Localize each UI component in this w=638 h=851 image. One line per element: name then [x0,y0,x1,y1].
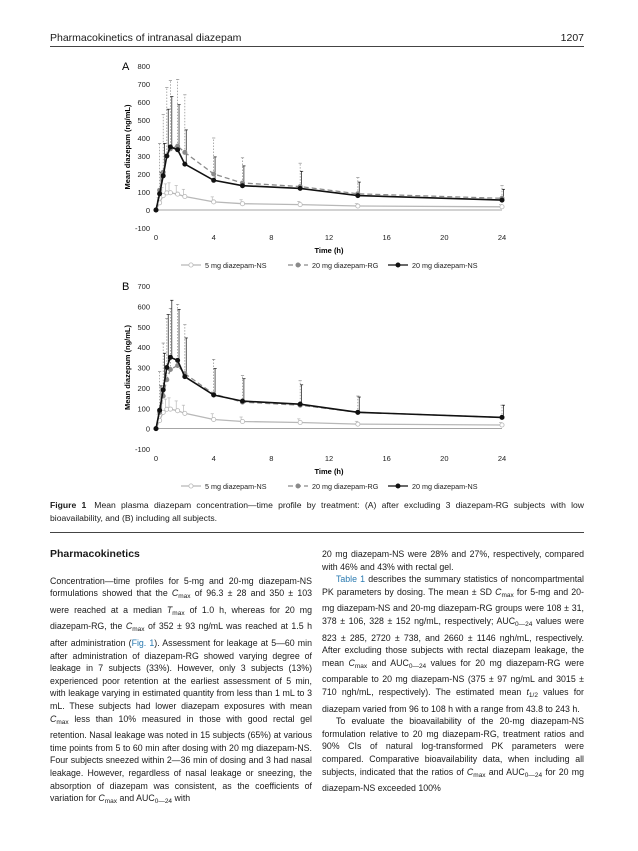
header-rule [50,46,584,47]
page-number: 1207 [560,32,584,44]
series-line [156,193,502,210]
journal-running-title: Pharmacokinetics of intranasal diazepam [50,32,242,44]
y-tick-label: 100 [137,188,150,197]
data-point [183,150,187,154]
y-tick-label: 700 [137,80,150,89]
section-heading: Pharmacokinetics [50,548,140,560]
data-point [212,393,216,397]
body-column-left [50,548,312,809]
figure-caption [50,499,584,525]
x-tick-label: 12 [324,454,334,463]
data-point [165,154,169,158]
y-tick-label: 0 [145,206,150,215]
y-axis-title: Mean diazepam (ng/mL) [123,324,132,411]
data-point [298,402,302,406]
data-point [212,417,216,421]
y-tick-label: 500 [137,322,150,332]
y-tick-label: 300 [137,363,150,373]
y-tick-label: 500 [137,116,150,125]
data-point [298,186,302,190]
paragraph: Concentration—time profiles for 5-mg and 20-mg diazepam-NS formulations showed that the $C_{max}$ of 96.3 ± 28 and 350 ± 103 were reached at a median $T_{max}$ of 1.0 h, whereas for 20 mg diazepam-RG, the $C_{max}$ of 352 ± 93 ng/mL was reached at 1.5 h after administration (Fig. 1). Assessment for leakage at 5—60 min after administration of diazepam-RG showed varying degree of leakage in 7 subjects (33%). However, only 3 subjects (13%) experienced poor retention at the earliest assessment of 5 min, with leakage varying in estimated quantity from less than 1 mL to 3 mL. These subjects had lower diazepam exposures with mean $C_{max}$ less than 10% measured in those with good rectal gel retention. Nasal leakage was noted in 15 subjects (65%) at various time points from 5 to 60 min after dosing with 20 mg diazepam-NS. Four subjects sneezed within 2—36 min of dosing and 3 had nasal leakage. However, regardless of nasal leakage or sneezing, the absorption of diazepam was consistent, as the coefficients of variation for $C_{max}$ and $AUC_{0—24}$ with [50,575,312,806]
panel-label: A [122,61,130,73]
data-point [356,410,360,414]
figure-link[interactable]: Fig. 1 [131,637,155,648]
y-tick-label: -100 [134,445,150,454]
x-tick-label: 4 [211,454,216,463]
data-point [240,202,244,206]
data-point [356,194,360,198]
y-tick-label: 400 [137,343,150,353]
panel-label: B [122,281,130,293]
data-point [154,208,158,212]
legend-swatch-marker [296,263,300,267]
legend-label: 20 mg diazepam-RG [312,482,379,491]
figure-panel-b [110,276,530,496]
legend-label: 5 mg diazepam-NS [205,261,267,270]
legend-swatch-marker [296,484,300,488]
data-point [154,427,158,431]
data-point [500,198,504,202]
y-tick-label: 200 [137,383,150,393]
data-point [161,388,165,392]
data-point [298,203,302,207]
data-point [176,148,180,152]
caption-rule [50,532,584,533]
x-tick-label: 20 [440,233,449,242]
data-point [183,411,187,415]
data-point [356,422,360,426]
data-point [158,408,162,412]
series-line [156,366,502,429]
figure-caption-text: Mean plasma diazepam concentration—time profile by treatment: (A) after excluding 3 diazepam-RG subjects with low bioavailability, and (B) including all subjects. [50,500,584,523]
data-point [356,204,360,208]
data-point [168,355,172,359]
data-point [168,145,172,149]
y-tick-label: 700 [137,282,150,291]
legend-label: 20 mg diazepam-RG [312,261,379,270]
data-point [176,358,180,362]
x-tick-label: 8 [269,233,274,242]
data-point [500,423,504,427]
data-point [168,407,172,411]
y-tick-label: 0 [145,424,150,434]
x-axis-title: Time (h) [314,467,344,476]
series-line [156,409,502,429]
data-point [183,375,187,379]
data-point [168,191,172,195]
legend-swatch-marker [189,263,193,267]
data-point [240,419,244,423]
x-tick-label: 0 [153,233,159,242]
x-tick-label: 16 [382,233,391,242]
x-tick-label: 16 [382,454,391,463]
figure-panel-a [110,58,530,270]
body-column-right [322,548,584,795]
x-axis-title: Time (h) [314,246,344,255]
x-tick-label: 24 [497,454,507,463]
paragraph: 20 mg diazepam-NS were 28% and 27%, respectively, compared with 46% and 43% with rectal gel. [322,549,584,572]
data-point [298,420,302,424]
legend-label: 20 mg diazepam-NS [412,261,478,270]
data-point [212,200,216,204]
data-point [176,409,180,413]
legend-label: 5 mg diazepam-NS [205,482,267,491]
legend-swatch-marker [396,263,400,267]
y-tick-label: 800 [137,62,150,71]
x-tick-label: 24 [497,233,507,242]
y-tick-label: 100 [137,404,150,414]
data-point [500,205,504,209]
x-tick-label: 0 [153,454,159,463]
legend-swatch-marker [189,484,193,488]
paragraph: To evaluate the bioavailability of the 20-mg diazepam-NS formulation relative to 20 mg diazepam-RG, treatment ratios and 90% CIs of natural log-transformed PK parameters were compared. Comparative bioavailability data, when including all subjects, indicated that the ratios of $C_{max}$ and $AUC_{0—24}$ for 20 mg diazepam-NS exceeded 100% [322,716,585,794]
x-tick-label: 20 [440,454,449,463]
data-point [165,365,169,369]
data-point [158,192,162,196]
y-tick-label: 400 [137,134,150,143]
y-tick-label: 600 [137,302,150,312]
data-point [500,415,504,419]
x-tick-label: 4 [211,233,216,242]
legend-swatch-marker [396,484,400,488]
y-tick-label: 200 [137,170,150,179]
data-point [212,172,216,176]
data-point [240,184,244,188]
data-point [212,178,216,182]
y-axis-title: Mean diazepam (ng/mL) [123,104,132,190]
table-link[interactable]: Table 1 [336,574,366,585]
data-point [240,399,244,403]
paragraph: Table 1 describes the summary statistics of noncompartmental PK parameters by dosing. The mean ± SD $C_{max}$ for 5-mg and 20-mg diazepam-NS and 20-mg diazepam-RG groups were 108 ± 31, 378 ± 106, 328 ± 152 ng/mL, respectively; $AUC_{0—24}$ values were 823 ± 285, 2720 ± 738, and 2660 ± 1146 ngh/mL, respectively. After excluding those subjects with rectal diazepam leakage, the mean $C_{max}$ and $AUC_{0—24}$ values for 20 mg diazepam-RG were comparable to 20 mg diazepam-NS (375 ± 97 ng/mL and 3015 ± 710 ngh/mL, respectively). The estimated mean $t_{1/2}$ values for diazepam varied from 96 to 108 h with a range from 43.8 to 243 h. [322,574,585,714]
x-tick-label: 8 [269,454,274,463]
data-point [183,194,187,198]
data-point [183,162,187,166]
y-tick-label: -100 [134,224,150,233]
y-tick-label: 300 [137,152,150,161]
x-tick-label: 12 [324,233,334,242]
figure-label: Figure 1 [50,500,87,510]
data-point [161,174,165,178]
y-tick-label: 600 [137,98,150,107]
data-point [176,192,180,196]
legend-label: 20 mg diazepam-NS [412,482,478,491]
